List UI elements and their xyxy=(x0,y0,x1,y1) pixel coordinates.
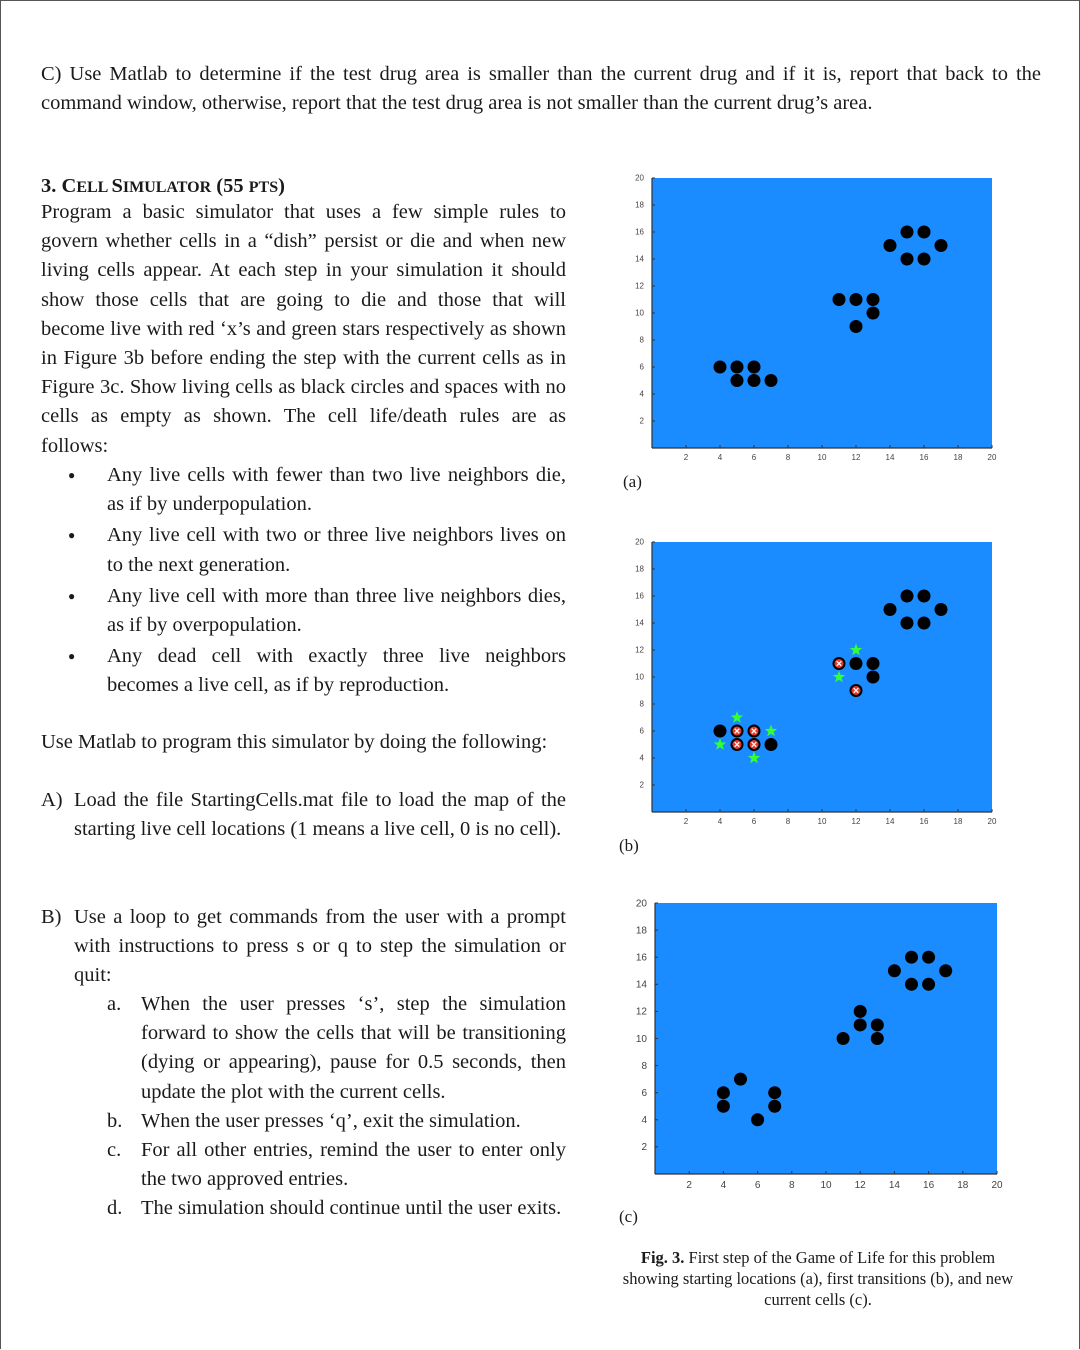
y-tick-label: 12 xyxy=(635,645,644,655)
x-tick-label: 8 xyxy=(785,453,791,462)
live-cell-point xyxy=(867,293,880,306)
live-cell-point xyxy=(871,1032,884,1045)
live-cell-point xyxy=(922,978,935,991)
y-tick-label: 14 xyxy=(635,254,644,264)
y-tick-label: 2 xyxy=(639,780,644,790)
title-small-ell: ELL xyxy=(76,179,112,196)
x-tick-label: 2 xyxy=(683,453,689,462)
live-cell-point xyxy=(918,617,931,630)
live-cell-point xyxy=(854,1018,867,1031)
y-tick-label: 6 xyxy=(639,362,644,372)
sub-item-label: a. xyxy=(107,993,122,1015)
sub-item-text: The simulation should continue until the user exits. xyxy=(141,1197,562,1220)
x-tick-label: 16 xyxy=(919,817,929,826)
x-tick-label: 4 xyxy=(720,1180,727,1191)
caption-text: First step of the Game of Life for this problem showing starting locations (a), first transitions (b), and new current cells (c). xyxy=(622,1248,1014,1309)
live-cell-point xyxy=(731,374,744,387)
sub-item-label: c. xyxy=(107,1139,122,1162)
title-cap-c: C xyxy=(61,175,77,197)
y-tick-label: 6 xyxy=(641,1088,647,1100)
y-tick-label: 16 xyxy=(635,952,647,964)
y-tick-label: 2 xyxy=(641,1142,647,1154)
rule-item: ● Any live cells with fewer than two live neighbors die, as if by underpopulation. xyxy=(66,461,566,519)
y-tick-label: 18 xyxy=(635,925,647,937)
title-points: (55 xyxy=(211,175,249,197)
dying-cell-point xyxy=(731,738,744,751)
item-a xyxy=(41,786,566,844)
item-b xyxy=(41,903,566,991)
live-cell-point xyxy=(768,1100,781,1113)
x-tick-label: 10 xyxy=(820,1180,832,1191)
live-cell-point xyxy=(867,671,880,684)
y-tick-label: 10 xyxy=(635,672,644,682)
sub-item-text: For all other entries, remind the user to enter only the two approved entries. xyxy=(141,1139,566,1191)
live-cell-point xyxy=(888,964,901,977)
y-tick-label: 18 xyxy=(635,200,644,210)
sub-item xyxy=(107,1194,566,1223)
x-tick-label: 2 xyxy=(683,817,689,826)
live-cell-point xyxy=(918,590,931,603)
y-tick-label: 8 xyxy=(639,335,644,345)
live-cell-point xyxy=(765,374,778,387)
x-tick-label: 20 xyxy=(987,817,997,826)
dying-cell-point xyxy=(731,725,744,738)
y-tick-label: 10 xyxy=(635,308,644,318)
x-tick-label: 16 xyxy=(923,1180,935,1191)
live-cell-point xyxy=(748,361,761,374)
sub-items xyxy=(107,990,566,1224)
caption-fig-label: Fig. 3. xyxy=(640,1248,685,1267)
x-tick-label: 6 xyxy=(754,1180,761,1191)
x-tick-label: 14 xyxy=(885,453,895,462)
live-cell-point xyxy=(884,239,897,252)
title-pts: PTS xyxy=(248,179,279,196)
rule-item: ● Any live cell with two or three live neighbors lives on to the next generation. xyxy=(66,521,566,579)
plot-b-label: (b) xyxy=(619,836,639,855)
y-tick-label: 16 xyxy=(635,591,644,601)
part-c-text: C) Use Matlab to determine if the test drug area is smaller than the current drug and if it is, report that back to the command window, otherwise, report that the test drug area is not smaller than the current drug’s area. xyxy=(41,63,1041,114)
y-tick-label: 4 xyxy=(639,753,644,763)
x-tick-label: 20 xyxy=(987,453,997,462)
x-tick-label: 10 xyxy=(817,817,827,826)
x-tick-label: 6 xyxy=(751,453,757,462)
plot-svg xyxy=(600,168,1020,468)
title-cap-s: S xyxy=(111,175,123,197)
section-number: 3. xyxy=(41,175,57,197)
item-a-label: A) xyxy=(41,789,63,811)
item-b-label: B) xyxy=(41,906,62,928)
x-tick-label: 10 xyxy=(817,453,827,462)
live-cell-point xyxy=(734,1073,747,1086)
sub-item-label: d. xyxy=(107,1197,123,1220)
live-cell-point xyxy=(935,603,948,616)
title-small-imulator: IMULATOR xyxy=(122,179,212,196)
y-tick-label: 4 xyxy=(639,389,644,399)
plot-area xyxy=(652,178,992,448)
live-cell-point xyxy=(731,361,744,374)
live-cell-point xyxy=(850,293,863,306)
live-cell-point xyxy=(717,1100,730,1113)
sub-item-text: When the user presses ‘q’, exit the simulation. xyxy=(141,1109,521,1132)
y-tick-label: 12 xyxy=(635,1006,647,1018)
y-tick-label: 6 xyxy=(639,726,644,736)
x-tick-label: 12 xyxy=(854,1180,866,1191)
plot-b xyxy=(600,532,1020,832)
item-b-text: Use a loop to get commands from the user with a prompt with instructions to press s or q to step the simulation or quit: xyxy=(74,906,566,987)
live-cell-point xyxy=(901,590,914,603)
x-tick-label: 8 xyxy=(789,1180,795,1191)
live-cell-point xyxy=(714,725,727,738)
y-tick-label: 20 xyxy=(635,898,647,910)
x-tick-label: 12 xyxy=(851,817,861,826)
y-tick-label: 10 xyxy=(635,1033,647,1045)
live-cell-point xyxy=(717,1086,730,1099)
sub-item xyxy=(107,990,566,1107)
x-tick-label: 18 xyxy=(957,1180,969,1191)
live-cell-point xyxy=(850,657,863,670)
dying-cell-point xyxy=(833,657,846,670)
x-tick-label: 16 xyxy=(919,453,929,462)
x-tick-label: 14 xyxy=(888,1180,900,1191)
x-tick-label: 4 xyxy=(717,453,723,462)
plot-a-label: (a) xyxy=(623,472,642,491)
y-tick-label: 4 xyxy=(641,1115,647,1127)
live-cell-point xyxy=(854,1005,867,1018)
y-tick-label: 20 xyxy=(635,537,644,547)
live-cell-point xyxy=(905,951,918,964)
dying-cell-point xyxy=(748,725,761,738)
y-tick-label: 14 xyxy=(635,618,644,628)
y-tick-label: 2 xyxy=(639,416,644,426)
plot-svg xyxy=(600,895,1020,1200)
x-tick-label: 14 xyxy=(885,817,895,826)
x-tick-label: 8 xyxy=(785,817,791,826)
y-tick-label: 12 xyxy=(635,281,644,291)
x-tick-label: 6 xyxy=(751,817,757,826)
live-cell-point xyxy=(714,361,727,374)
plot-area xyxy=(652,542,992,812)
live-cell-point xyxy=(884,603,897,616)
plot-svg xyxy=(600,532,1020,832)
live-cell-point xyxy=(939,964,952,977)
y-tick-label: 14 xyxy=(635,979,647,991)
y-tick-label: 20 xyxy=(635,173,644,183)
use-matlab-text: Use Matlab to program this simulator by doing the following: xyxy=(41,731,548,753)
x-tick-label: 20 xyxy=(991,1180,1003,1191)
x-tick-label: 12 xyxy=(851,453,861,462)
intro-paragraph: Program a basic simulator that uses a few simple rules to govern whether cells in a “dish” persist or die and when new living cells appear. At each step in your simulation it should show those cells that are going to die and those that will become live with red ‘x’s and green stars respectively as shown in Figure 3b before ending the step with the current cells as in Figure 3c. Show living cells as black circles and spaces with no cells as empty as shown. The cell life/death rules are as follows: xyxy=(41,201,566,457)
live-cell-point xyxy=(867,657,880,670)
y-tick-label: 18 xyxy=(635,564,644,574)
x-tick-label: 18 xyxy=(953,817,963,826)
live-cell-point xyxy=(833,293,846,306)
live-cell-point xyxy=(765,738,778,751)
live-cell-point xyxy=(748,374,761,387)
live-cell-point xyxy=(901,226,914,239)
plot-a xyxy=(600,168,1020,468)
x-tick-label: 4 xyxy=(717,817,723,826)
x-tick-label: 2 xyxy=(686,1180,692,1191)
rule-item: ● Any dead cell with exactly three live neighbors becomes a live cell, as if by reproduction. xyxy=(66,642,566,700)
dying-cell-point xyxy=(850,684,863,697)
plot-c xyxy=(600,895,1020,1200)
live-cell-point xyxy=(935,239,948,252)
figure-caption xyxy=(612,1247,1024,1310)
live-cell-point xyxy=(922,951,935,964)
live-cell-point xyxy=(901,253,914,266)
y-tick-label: 8 xyxy=(639,699,644,709)
live-cell-point xyxy=(905,978,918,991)
live-cell-point xyxy=(837,1032,850,1045)
rule-item: ● Any live cell with more than three live neighbors dies, as if by overpopulation. xyxy=(66,582,566,640)
x-tick-label: 18 xyxy=(953,453,963,462)
live-cell-point xyxy=(867,307,880,320)
live-cell-point xyxy=(751,1113,764,1126)
sub-item xyxy=(107,1136,566,1194)
rules-list xyxy=(66,461,566,703)
y-tick-label: 16 xyxy=(635,227,644,237)
live-cell-point xyxy=(768,1086,781,1099)
dying-cell-point xyxy=(748,738,761,751)
sub-item-text: When the user presses ‘s’, step the simulation forward to show the cells that will be transitioning (dying or appearing), pause for 0.5 seconds, then update the plot with the current cells. xyxy=(141,993,566,1103)
live-cell-point xyxy=(871,1018,884,1031)
live-cell-point xyxy=(918,253,931,266)
sub-item xyxy=(107,1107,566,1136)
plot-c-label: (c) xyxy=(619,1207,638,1226)
live-cell-point xyxy=(901,617,914,630)
sub-item-label: b. xyxy=(107,1109,123,1132)
live-cell-point xyxy=(850,320,863,333)
live-cell-point xyxy=(918,226,931,239)
y-tick-label: 8 xyxy=(641,1060,647,1072)
title-paren: ) xyxy=(278,175,285,197)
item-a-text: Load the file StartingCells.mat file to load the map of the starting live cell locations (1 means a live cell, 0 is no cell). xyxy=(74,789,566,841)
plot-area xyxy=(655,903,997,1174)
